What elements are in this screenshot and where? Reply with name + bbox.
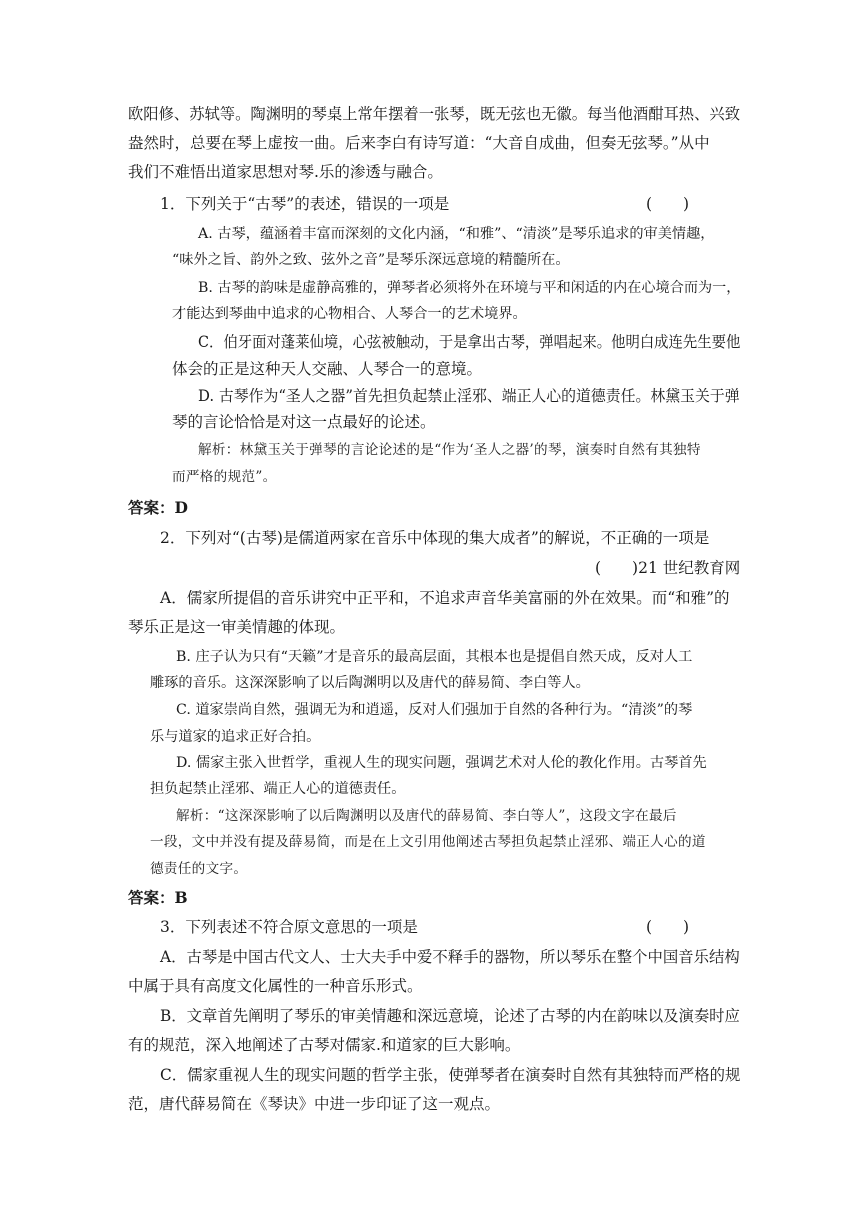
q2-option-c-line-1: C. 道家崇尚自然，强调无为和逍遥，反对人们强加于自然的各种行为。“清淡”的琴 (176, 702, 693, 718)
q3-stem: 3．下列表述不符合原文意思的一项是 (160, 918, 418, 936)
q3-answer-paren: ( ) (646, 918, 690, 936)
q1-stem: 1．下列关于“古琴”的表述，错误的一项是 (160, 195, 450, 213)
q2-explanation-line-2: 一段，文中并没有提及薛易简，而是在上文引用他阐述古琴担负起禁止淫邪、端正人心的道 (150, 834, 706, 850)
intro-line-1: 欧阳修、苏轼等。陶渊明的琴桌上常年摆着一张琴，既无弦也无徽。每当他酒酣耳热、兴致 (128, 105, 741, 123)
q2-stem: 2．下列对“(古琴)是儒道两家在音乐中体现的集大成者”的解说，不正确的一项是 (160, 529, 710, 547)
q2-option-a-line-2: 琴乐正是这一审美情趣的体现。 (128, 618, 346, 636)
q3-option-c-line-2: 范，唐代薛易简在《琴诀》中进一步印证了这一观点。 (128, 1095, 501, 1113)
intro-line-2: 盎然时，总要在琴上虚按一曲。后来李白有诗写道：“大音自成曲，但奏无弦琴。”从中 (128, 134, 710, 152)
q1-explanation-line-1: 解析：林黛玉关于弹琴的言论论述的是“作为‘圣人之器’的琴，演奏时自然有其独特 (198, 442, 701, 458)
q2-option-b-line-1: B. 庄子认为只有“天籁”才是音乐的最高层面，其根本也是提倡自然天成，反对人工 (176, 649, 693, 665)
q1-option-b-line-1: B. 古琴的韵味是虚静高雅的，弹琴者必须将外在环境与平和闲适的内在心境合而为一， (198, 280, 741, 296)
q2-explanation-line-3: 德责任的文字。 (150, 861, 248, 877)
q1-option-a-line-1: A. 古琴，蕴涵着丰富而深刻的文化内涵，“和雅”、“清淡”是琴乐追求的审美情趣， (198, 226, 715, 242)
q1-option-d-line-1: D. 古琴作为“圣人之器”首先担负起禁止淫邪、端正人心的道德责任。林黛玉关于弹 (198, 387, 740, 405)
intro-line-3: 我们不难悟出道家思想对琴.乐的渗透与融合。 (128, 163, 443, 181)
q2-explanation-line-1: 解析：“这深深影响了以后陶渊明以及唐代的薛易简、李白等人”，这段文字在最后 (176, 808, 677, 824)
q1-option-c-line-2: 体会的正是这种天人交融、人琴合一的意境。 (172, 360, 483, 378)
q2-option-b-line-2: 雕琢的音乐。这深深影响了以后陶渊明以及唐代的薛易简、李白等人。 (150, 675, 590, 691)
q1-option-c-line-1: C．伯牙面对蓬莱仙境，心弦被触动，于是拿出古琴，弹唱起来。他明白成连先生要他 (198, 333, 741, 351)
q2-option-d-line-2: 担负起禁止淫邪、端正人心的道德责任。 (150, 781, 406, 797)
q1-option-b-line-2: 才能达到琴曲中追求的心物相合、人琴合一的艺术境界。 (172, 306, 527, 322)
q1-option-d-line-2: 琴的言论恰恰是对这一点最好的论述。 (172, 413, 436, 431)
q1-answer: 答案：D (128, 498, 188, 517)
q2-answer-paren: ( )21 世纪教育网 (595, 559, 741, 577)
q2-option-c-line-2: 乐与道家的追求正好合拍。 (150, 729, 321, 745)
q3-option-b-line-1: B．文章首先阐明了琴乐的审美情趣和深远意境，论述了古琴的内在韵味以及演奏时应 (160, 1007, 740, 1025)
q3-option-b-line-2: 有的规范，深入地阐述了古琴对儒家.和道家的巨大影响。 (128, 1036, 521, 1054)
q2-option-d-line-1: D. 儒家主张入世哲学，重视人生的现实问题，强调艺术对人伦的教化作用。古琴首先 (176, 755, 707, 771)
q1-answer-paren: ( ) (646, 195, 690, 213)
q2-option-a-line-1: A．儒家所提倡的音乐讲究中正平和，不追求声音华美富丽的外在效果。而“和雅”的 (160, 589, 730, 607)
q3-option-a-line-2: 中属于具有高度文化属性的一种音乐形式。 (128, 977, 423, 995)
q3-option-c-line-1: C．儒家重视人生的现实问题的哲学主张，使弹琴者在演奏时自然有其独特而严格的规 (160, 1066, 741, 1084)
q2-answer: 答案：B (128, 888, 188, 907)
q1-option-a-line-2: “味外之旨、韵外之致、弦外之音”是琴乐深远意境的精髓所在。 (172, 252, 570, 268)
q3-option-a-line-1: A．古琴是中国古代文人、士大夫手中爱不释手的器物，所以琴乐在整个中国音乐结构 (160, 948, 740, 966)
q1-explanation-line-2: 而严格的规范”。 (172, 469, 277, 485)
